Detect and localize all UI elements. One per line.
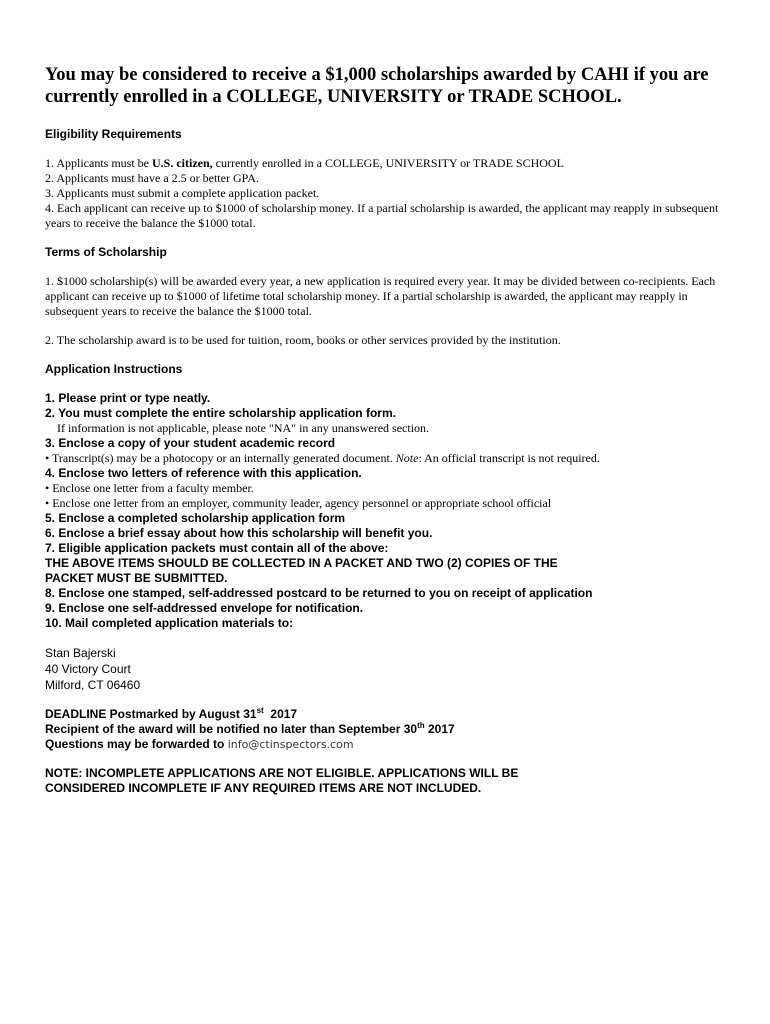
notification-suffix: 2017 (424, 722, 455, 736)
note-line-1: NOTE: INCOMPLETE APPLICATIONS ARE NOT ELIGIBLE. APPLICATIONS WILL BE (45, 766, 519, 780)
instruction-step-7-caps-1: THE ABOVE ITEMS SHOULD BE COLLECTED IN A PACKET AND TWO (2) COPIES OF THE (45, 556, 558, 570)
instruction-step-3-note (45, 451, 725, 466)
contact-email-link[interactable]: info@ctinspectors.com (227, 738, 354, 751)
note-line-2: CONSIDERED INCOMPLETE IF ANY REQUIRED ITEMS ARE NOT INCLUDED. (45, 781, 482, 795)
eligibility-list (45, 156, 725, 231)
instruction-step-4: 4. Enclose two letters of reference with this application. (45, 466, 362, 480)
eligibility-heading: Eligibility Requirements (45, 127, 182, 141)
eligibility-item-1-suffix: currently enrolled in a COLLEGE, UNIVERSITY or TRADE SCHOOL (212, 156, 564, 170)
mailing-address (45, 645, 725, 693)
instruction-step-4-note-2: • Enclose one letter from an employer, community leader, agency personnel or appropriate school official (45, 496, 552, 510)
address-street: 40 Victory Court (45, 662, 131, 676)
notification-prefix: Recipient of the award will be notified no later than September 30 (45, 722, 418, 736)
page-title: You may be considered to receive a $1,000 scholarships awarded by CAHI if you are currently enrolled in a COLLEGE, UNIVERSITY or TRADE SCHOOL. (45, 65, 709, 107)
deadline-prefix: DEADLINE Postmarked by August 31 (45, 707, 257, 721)
instruction-step-8: 8. Enclose one stamped, self-addressed postcard to be returned to you on receipt of application (45, 586, 593, 600)
deadline-suffix: 2017 (263, 707, 298, 721)
step-3-note-prefix: • Transcript(s) may be a photocopy or an internally generated document. (45, 451, 396, 465)
address-name: Stan Bajerski (45, 646, 116, 660)
eligibility-item-1 (45, 156, 725, 171)
document-page (45, 64, 725, 796)
instructions-heading: Application Instructions (45, 362, 183, 376)
terms-heading: Terms of Scholarship (45, 245, 167, 259)
address-city: Milford, CT 06460 (45, 678, 141, 692)
instruction-step-9: 9. Enclose one self-addressed envelope for notification. (45, 601, 364, 615)
eligibility-item-1-bold: U.S. citizen, (152, 156, 213, 170)
step-3-note-italic: Note (395, 451, 419, 465)
questions-line (45, 737, 725, 752)
terms-item-1: 1. $1000 scholarship(s) will be awarded every year, a new application is required every year. It may be divided between co-recipients. Each applicant can receive up to $1000 of lifetime total scholarship money. If a partial scholarship is awarded, the applicant may reapply in subsequent years to receive the balance the $1000 total. (45, 274, 716, 318)
notification-sup: th (417, 721, 425, 730)
instruction-step-7: 7. Eligible application packets must contain all of the above: (45, 541, 389, 555)
eligibility-item-2: 2. Applicants must have a 2.5 or better GPA. (45, 171, 259, 185)
deadline-block (45, 707, 725, 752)
eligibility-item-1-prefix: 1. Applicants must be (45, 156, 152, 170)
instructions-list (45, 391, 725, 631)
instruction-step-6: 6. Enclose a brief essay about how this scholarship will benefit you. (45, 526, 433, 540)
step-3-note-suffix: : An official transcript is not required. (418, 451, 600, 465)
deadline-sup: st (256, 706, 264, 715)
questions-prefix: Questions may be forwarded to (45, 737, 228, 751)
instruction-step-4-note-1: • Enclose one letter from a faculty member. (45, 481, 254, 495)
instruction-step-7-caps-2: PACKET MUST BE SUBMITTED. (45, 571, 228, 585)
instruction-step-1: 1. Please print or type neatly. (45, 391, 211, 405)
instruction-step-3: 3. Enclose a copy of your student academic record (45, 436, 336, 450)
instruction-step-5: 5. Enclose a completed scholarship application form (45, 511, 346, 525)
instruction-step-10: 10. Mail completed application materials to: (45, 616, 294, 630)
terms-item-2: 2. The scholarship award is to be used for tuition, room, books or other services provided by the institution. (45, 333, 561, 347)
instruction-step-2: 2. You must complete the entire scholarship application form. (45, 406, 396, 420)
eligibility-item-4: 4. Each applicant can receive up to $1000 of scholarship money. If a partial scholarship is awarded, the applicant may reapply in subsequent years to receive the balance the $1000 total. (45, 201, 719, 230)
instruction-step-2-note: If information is not applicable, please note "NA" in any unanswered section. (57, 421, 430, 435)
eligibility-item-3: 3. Applicants must submit a complete application packet. (45, 186, 320, 200)
incomplete-note (45, 766, 725, 796)
notification-line (45, 722, 725, 737)
deadline-line (45, 707, 725, 722)
